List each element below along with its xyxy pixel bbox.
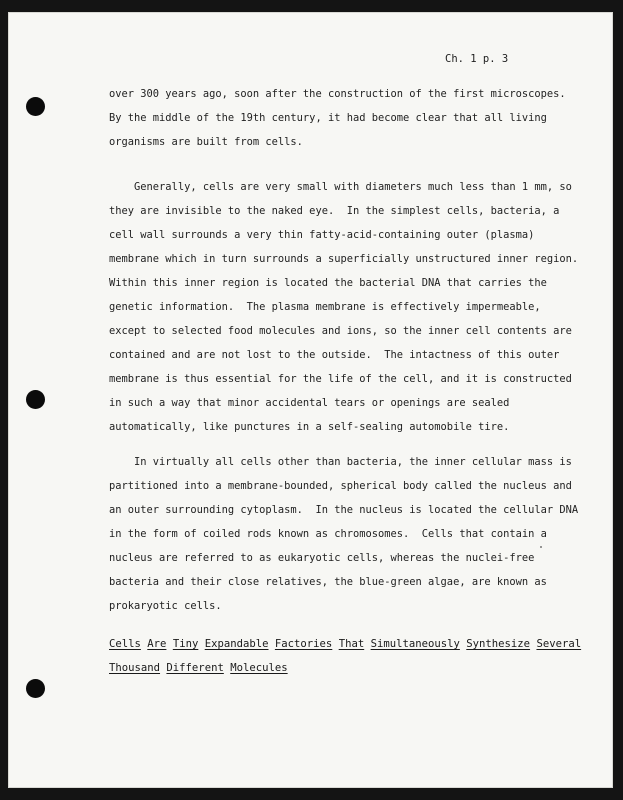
heading-word: Thousand [109,662,161,674]
heading-word: That [338,638,365,650]
text-line: Generally, cells are very small with diameters much less than 1 mm, so [109,181,572,193]
heading-word: Tiny [172,638,199,650]
text-line: except to selected food molecules and ions, so the inner cell contents are [109,325,572,337]
heading-word: Factories [274,638,333,650]
text-line: contained and are not lost to the outside. The intactness of this outer [109,349,560,361]
heading-word: Cells [109,638,141,650]
text-line: prokaryotic cells. [109,600,222,612]
text-line: in the form of coiled rods known as chromosomes. Cells that contain a [109,528,547,540]
heading-word: Different [166,662,224,674]
text-line: automatically, like punctures in a self-sealing automobile tire. [109,421,510,433]
text-line: an outer surrounding cytoplasm. In the nucleus is located the cellular DNA [109,504,579,516]
page-header: Ch. 1 p. 3 [445,53,509,65]
binder-hole-bottom [26,679,45,698]
paper-speck [540,546,542,548]
paragraph-1 [109,82,566,154]
heading-word: Synthesize [466,638,531,650]
heading-word: Expandable [204,638,269,650]
text-line: membrane is thus essential for the life of the cell, and it is constructed [109,373,572,385]
heading-word: Are [147,638,167,650]
binder-hole-middle [26,390,45,409]
text-line: Within this inner region is located the bacterial DNA that carries the [109,277,547,289]
text-line: bacteria and their close relatives, the blue-green algae, are known as [109,576,547,588]
heading-line-2 [109,656,581,680]
text-line: genetic information. The plasma membrane is effectively impermeable, [109,301,541,313]
text-line: membrane which in turn surrounds a superficially unstructured inner region. [109,253,579,265]
text-line: they are invisible to the naked eye. In the simplest cells, bacteria, a [109,205,560,217]
text-line: over 300 years ago, soon after the construction of the first microscopes. [109,88,566,100]
paragraph-2 [109,175,578,439]
text-line: nucleus are referred to as eukaryotic cells, whereas the nuclei-free [109,552,535,564]
text-line: organisms are built from cells. [109,136,303,148]
text-line: cell wall surrounds a very thin fatty-acid-containing outer (plasma) [109,229,535,241]
text-line: partitioned into a membrane-bounded, spherical body called the nucleus and [109,480,572,492]
paragraph-3 [109,450,578,618]
text-line: By the middle of the 19th century, it had become clear that all living [109,112,547,124]
heading-word: Molecules [230,662,288,674]
heading-line-1 [109,632,581,656]
heading-word: Several [536,638,582,650]
section-heading [109,632,581,680]
heading-word: Simultaneously [370,638,460,650]
binder-hole-top [26,97,45,116]
text-line: In virtually all cells other than bacteria, the inner cellular mass is [109,456,572,468]
text-line: in such a way that minor accidental tears or openings are sealed [109,397,510,409]
